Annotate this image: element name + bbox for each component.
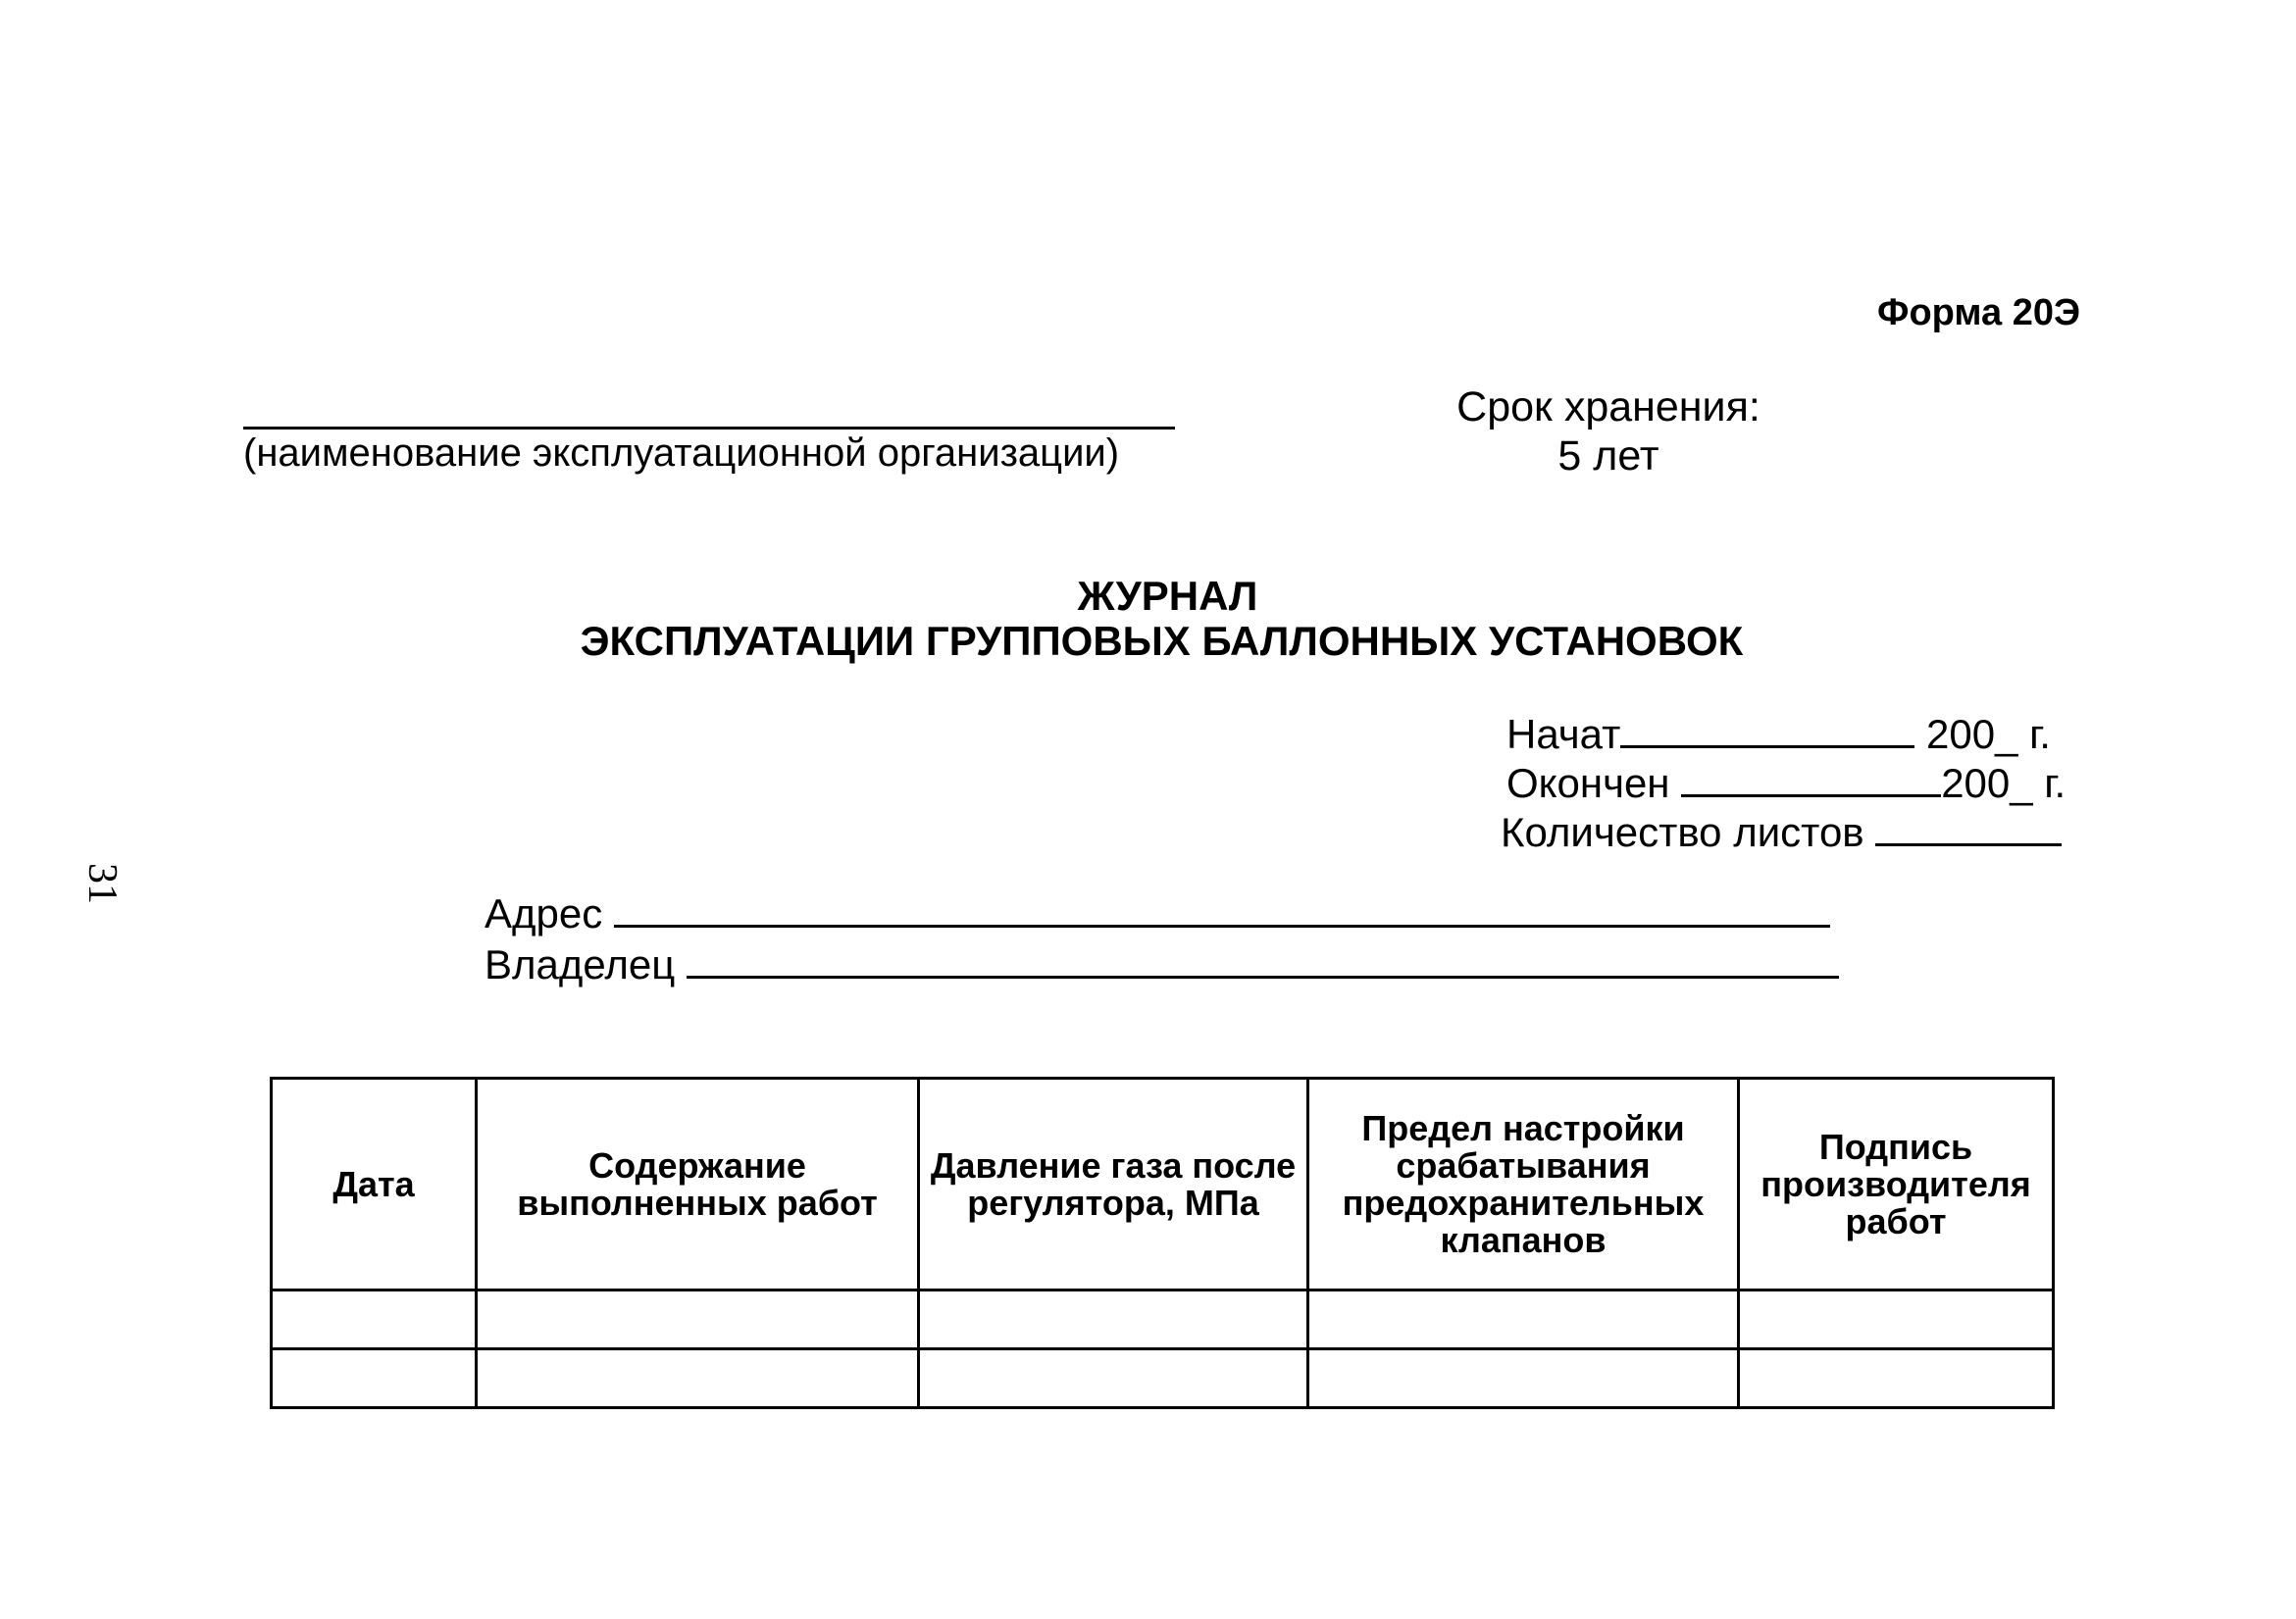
table-cell bbox=[477, 1290, 919, 1349]
table-cell bbox=[919, 1290, 1308, 1349]
sheets-label: Количество листов bbox=[1501, 809, 1864, 855]
table-row bbox=[272, 1290, 2054, 1349]
table-cell bbox=[919, 1349, 1308, 1408]
organization-caption: (наименование эксплуатационной организации) bbox=[243, 431, 1120, 475]
started-blank bbox=[1620, 708, 1914, 748]
table-header-row bbox=[272, 1079, 2054, 1290]
owner-label: Владелец bbox=[485, 941, 676, 987]
address-blank bbox=[614, 887, 1830, 928]
storage-value: 5 лет bbox=[1557, 432, 1659, 480]
header-valve-setting: Предел настройки срабатывания предохранительных клапанов bbox=[1308, 1079, 1739, 1290]
table-cell bbox=[1739, 1349, 2054, 1408]
owner-blank bbox=[687, 938, 1839, 979]
sheets-row bbox=[1501, 806, 2066, 855]
sheets-blank bbox=[1875, 806, 2062, 846]
journal-table bbox=[270, 1077, 2055, 1409]
started-label: Начат bbox=[1506, 711, 1621, 757]
header-signature: Подпись производителя работ bbox=[1739, 1079, 2054, 1290]
table-cell bbox=[1308, 1290, 1739, 1349]
table-cell bbox=[1739, 1290, 2054, 1349]
organization-name-line bbox=[243, 427, 1175, 430]
journal-title: ЖУРНАЛ bbox=[1077, 573, 1258, 619]
form-label: Форма 20Э bbox=[1877, 292, 2080, 333]
table-cell bbox=[272, 1349, 477, 1408]
table-cell bbox=[477, 1349, 919, 1408]
finished-label: Окончен bbox=[1506, 760, 1670, 806]
owner-row bbox=[485, 938, 1839, 989]
journal-dates bbox=[1501, 708, 2066, 855]
storage-label: Срок хранения: bbox=[1456, 383, 1760, 430]
table-cell bbox=[272, 1290, 477, 1349]
started-row bbox=[1506, 708, 2066, 757]
journal-subtitle: ЭКСПЛУАТАЦИИ ГРУППОВЫХ БАЛЛОННЫХ УСТАНОВОК bbox=[580, 618, 1744, 664]
finished-year: 200_ г. bbox=[1941, 760, 2066, 806]
address-row bbox=[485, 887, 1839, 938]
finished-row bbox=[1506, 757, 2066, 806]
table-row bbox=[272, 1349, 2054, 1408]
header-work-content: Содержание выполненных работ bbox=[477, 1079, 919, 1290]
finished-blank bbox=[1681, 757, 1941, 797]
table-cell bbox=[1308, 1349, 1739, 1408]
storage-period bbox=[1442, 382, 1775, 481]
started-year: 200_ г. bbox=[1926, 711, 2051, 757]
page-number: 31 bbox=[79, 863, 125, 904]
address-label: Адрес bbox=[485, 890, 603, 936]
address-block bbox=[485, 887, 1839, 989]
header-date: Дата bbox=[272, 1079, 477, 1290]
header-gas-pressure: Давление газа после регулятора, МПа bbox=[919, 1079, 1308, 1290]
